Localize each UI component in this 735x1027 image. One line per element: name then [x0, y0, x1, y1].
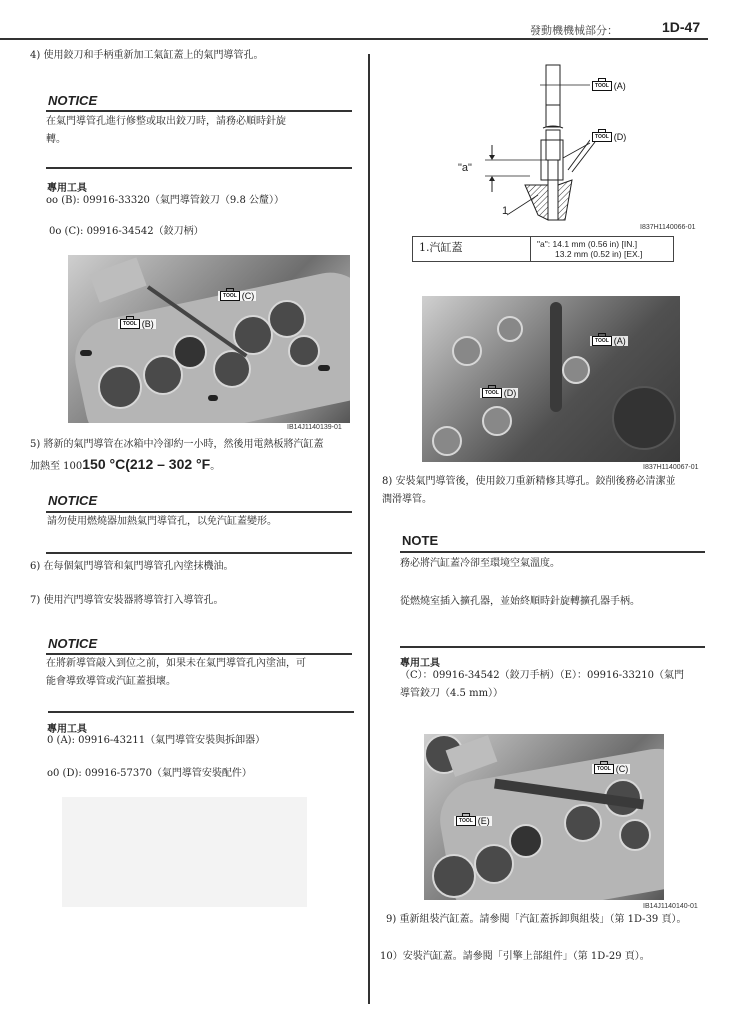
spec-intake: 14.1 mm (0.56 in) [IN.] — [552, 239, 638, 249]
tool-callout-b — [118, 319, 156, 329]
callout-label: (E) — [477, 816, 490, 826]
section-title: 發動機機械部分： — [530, 24, 618, 37]
page-number: 1D-47 — [662, 19, 701, 35]
special-tool-item: oo (B): 09916-33320（氣門導管鉸刀（9.8 公釐）） — [46, 195, 285, 206]
figure-id: IB14J1140140-01 — [643, 903, 698, 910]
cylinder-head-photo-2 — [422, 296, 680, 462]
faded-figure-area — [62, 797, 307, 907]
notice-text-line: 轉。 — [46, 134, 66, 145]
notice-title: NOTICE — [48, 636, 98, 651]
notice-rule — [46, 511, 352, 513]
notice-text: 請勿使用燃燒器加熱氣門導管孔，以免汽缸蓋變形。 — [47, 516, 277, 527]
temp-prefix: 加熱至 100 — [30, 461, 83, 472]
cylinder-head-photo-3 — [424, 734, 664, 900]
tool-callout-d — [590, 132, 628, 142]
dimension-label: "a" — [458, 162, 472, 174]
tool-icon: TOOL — [592, 336, 612, 346]
figure-id: IB14J1140139-01 — [287, 424, 342, 431]
notice-title: NOTICE — [48, 93, 98, 108]
notice-text-line: 能會導致導管或汽缸蓋損壞。 — [46, 676, 176, 687]
notice-rule — [46, 653, 352, 655]
special-tool-item: 0o (C): 09916-34542（鉸刀柄） — [49, 226, 204, 237]
cylinder-head-photo-1 — [68, 255, 350, 423]
legend-spec — [531, 237, 674, 262]
step-8-line: 潤滑導管。 — [382, 494, 432, 505]
note-bottom-rule — [400, 646, 705, 648]
notice-bottom-rule — [48, 711, 354, 713]
callout-label: (D) — [613, 132, 627, 142]
special-tool-items — [400, 668, 684, 702]
special-tool-title: 專用工具 — [47, 724, 87, 735]
notice-bottom-rule — [46, 167, 352, 169]
tool-callout-c — [218, 291, 256, 301]
notice-bottom-rule — [46, 552, 352, 554]
step-6: 6) 在每個氣門導管和氣門導管孔內塗抹機油。 — [30, 561, 234, 572]
step-9: 9) 重新組裝汽缸蓋。請參閱「汽缸蓋拆卸與組裝」（第 1D-39 頁）。 — [386, 914, 687, 925]
spec-key: "a": — [537, 239, 551, 249]
step-5-line: 5) 將新的氣門導管在冰箱中冷卻約一小時，然後用電熱板將汽缸蓋 — [30, 439, 324, 450]
temperature-value: 150 °C(212 – 302 °F — [82, 456, 211, 472]
callout-label: (D) — [503, 388, 517, 398]
tool-callout-d — [480, 388, 518, 398]
notice-text-line: 在將新導管敲入到位之前，如果未在氣門導管孔內塗油，可 — [46, 658, 306, 669]
step-4: 4) 使用鉸刀和手柄重新加工氣缸蓋上的氣門導管孔。 — [30, 50, 264, 61]
valve-guide-installer-diagram — [440, 60, 700, 235]
step-8-line: 8) 安裝氣門導管後，使用鉸刀重新精修其導孔。鉸削後務必清潔並 — [382, 476, 676, 487]
note-text: 從燃燒室插入擴孔器，並始終順時針旋轉擴孔器手柄。 — [400, 596, 640, 607]
figure-id: I837H1140067-01 — [643, 464, 699, 471]
spec-exhaust: 13.2 mm (0.52 in) [EX.] — [555, 249, 643, 259]
step-7: 7) 使用汽門導管安裝器將導管打入導管孔。 — [30, 595, 224, 606]
tool-icon: TOOL — [220, 291, 240, 301]
notice-title: NOTICE — [48, 493, 98, 508]
header-rule — [0, 38, 708, 40]
callout-label: (C) — [241, 291, 255, 301]
step-5 — [30, 437, 323, 475]
note-title: NOTE — [402, 533, 439, 548]
legend-part: 1.汽缸蓋 — [413, 237, 531, 262]
callout-label: (A) — [613, 81, 626, 91]
tool-callout-a — [590, 336, 628, 346]
callout-label: (A) — [613, 336, 626, 346]
special-tool-line: （C）：09916-34542（鉸刀手柄）（E）：09916-33210（氣門 — [400, 670, 684, 681]
callout-label: (C) — [615, 764, 629, 774]
part-number-label: 1 — [502, 205, 509, 217]
note-rule — [400, 551, 705, 553]
tool-callout-e — [454, 816, 492, 826]
special-tool-line: 導管鉸刀（4.5 mm）） — [400, 688, 504, 699]
notice-rule — [46, 110, 352, 112]
tool-icon: TOOL — [594, 764, 614, 774]
tool-icon: TOOL — [456, 816, 476, 826]
callout-label: (B) — [141, 319, 154, 329]
tool-icon: TOOL — [482, 388, 502, 398]
legend-table — [412, 236, 674, 262]
special-tool-title: 專用工具 — [47, 183, 87, 194]
step-8 — [382, 474, 675, 508]
step-10: 10）安裝汽缸蓋。請參閱「引擎上部組件」（第 1D-29 頁）。 — [380, 951, 650, 962]
notice-text — [46, 114, 286, 148]
special-tool-item: 0 (A): 09916-43211（氣門導管安裝與拆卸器） — [47, 735, 266, 746]
notice-text — [46, 656, 306, 690]
tool-callout-c — [592, 764, 630, 774]
tool-icon: TOOL — [592, 132, 612, 142]
special-tool-title: 專用工具 — [400, 658, 440, 669]
notice-text-line: 在氣門導管孔進行修整或取出鉸刀時，請務必順時針旋 — [46, 116, 286, 127]
temp-suffix: 。 — [210, 461, 221, 472]
tool-callout-a — [590, 81, 628, 91]
note-text: 務必將汽缸蓋冷卻至環境空氣溫度。 — [400, 558, 560, 569]
tool-icon: TOOL — [120, 319, 140, 329]
figure-id: I837H1140066-01 — [640, 224, 696, 231]
step-5-temp-line — [30, 456, 323, 475]
column-divider — [368, 54, 370, 1004]
special-tool-item: o0 (D): 09916-57370（氣門導管安裝配件） — [47, 768, 252, 779]
tool-icon: TOOL — [592, 81, 612, 91]
